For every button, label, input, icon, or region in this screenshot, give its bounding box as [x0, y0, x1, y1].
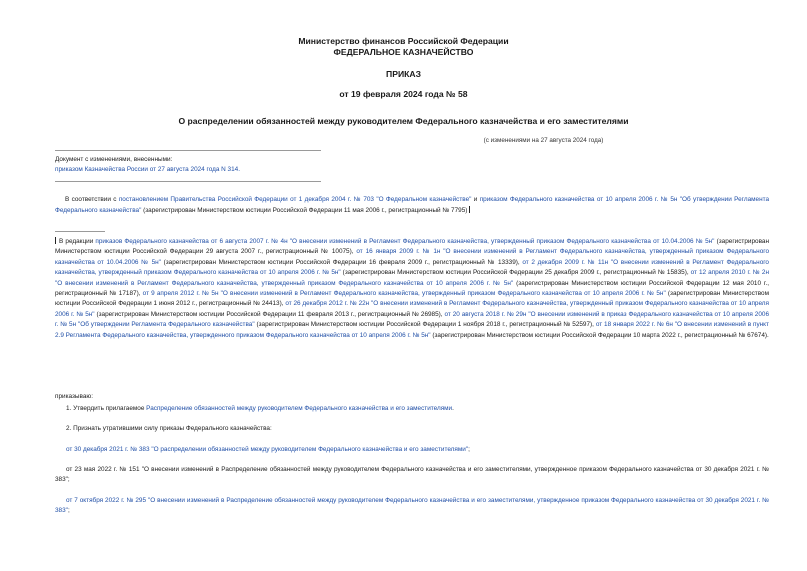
- repealed-order-1-link[interactable]: от 30 декабря 2021 г. № 383 "О распределении обязанностей между руководителем Федерального казначейства и его заместителями": [66, 446, 469, 453]
- repealed-order-3-end: ;: [67, 507, 70, 514]
- revision-note: (с изменениями на 27 августа 2024 года): [483, 137, 604, 144]
- ministry-name: Министерство финансов Российской Федерации: [298, 36, 509, 46]
- footnote-text: (зарегистрирован Министерством юстиции Российской Федерации 16 февраля 2009 г., регистрационный № 13339),: [160, 258, 523, 266]
- footnote-link-2009-dec[interactable]: от 2 декабря 2009 г. № 11н "О внесении изменений в Регламент Федерального казначейства, утвержденный приказом Федерального казначейства от 10 апреля 2006 г. № 5н": [55, 258, 769, 277]
- repealed-order-2: от 23 мая 2022 г. № 151 "О внесении изменений в Распределение обязанностей между руководителем Федерального казначейства и его заместителями, утвержденное приказом Федерального казначейства от 30 декабря 2021 г. № 383";: [55, 466, 769, 483]
- item-2: 2. Признать утратившими силу приказы Федерального казначейства:: [66, 425, 272, 432]
- repealed-order-1: [66, 445, 470, 455]
- repealed-order-3-link[interactable]: от 7 октября 2022 г. № 295 "О внесении изменений в Распределение обязанностей между руководителем Федерального казначейства и его заместителями, утвержденное приказом Федерального казначейства от 30 декабря 2021 г. № 383": [55, 497, 769, 514]
- distribution-link[interactable]: Распределение обязанностей между руководителем Федерального казначейства и его заместителями: [146, 405, 453, 412]
- footnote-link-2010[interactable]: от 12 апреля 2010 г. № 2н "О внесении изменений в Регламент Федерального казначейства, утвержденный приказом Федерального казначейства от 10 апреля 2006 г. № 5н": [55, 269, 769, 287]
- footnote-text: (зарегистрирован Министерством юстиции Российской Федерации 11 февраля 2013 г., регистрационный № 26985),: [94, 310, 445, 318]
- preamble-text: В соответствии с: [65, 196, 119, 203]
- footnote-text: (зарегистрирован Министерством юстиции Российской Федерации 29 августа 2007 г., регистрационный № 10075),: [55, 238, 769, 256]
- amend-box-bottom-rule: [55, 181, 321, 182]
- footnote-text: (зарегистрирован Министерством юстиции Российской Федерации 25 декабря 2009 г., регистрационный № 15835),: [340, 269, 691, 277]
- footnote-link-2012-dec[interactable]: от 26 декабря 2012 г. № 22н "О внесении изменений в Регламент Федерального казначейства, утвержденный приказом Федерального казначейства от 10 апреля 2006 г. № 5н": [55, 300, 769, 318]
- treasury-name: ФЕДЕРАЛЬНОЕ КАЗНАЧЕЙСТВО: [333, 47, 474, 57]
- repealed-order-3: [55, 496, 769, 516]
- item-1-end: .: [452, 405, 454, 412]
- preamble-paragraph: [55, 195, 769, 216]
- government-decree-link[interactable]: постановлением Правительства Российской Федерации от 1 декабря 2004 г. № 703 "О Федеральном казначействе": [118, 196, 472, 203]
- footnote-paragraph: [55, 237, 769, 341]
- footnote-text: (зарегистрирован Министерством юстиции Российской Федерации 10 марта 2022 г., регистрационный № 67674).: [430, 331, 769, 339]
- document-type: ПРИКАЗ: [386, 69, 421, 79]
- amend-box-top-rule: [55, 150, 321, 151]
- footnote-text: (зарегистрирован Министерством юстиции Российской Федерации 1 ноября 2018 г., регистрационный № 52597),: [254, 321, 596, 329]
- item-1: [66, 404, 454, 414]
- footnote-text: (зарегистрирован Министерством юстиции Российской Федерации 12 мая 2010 г., регистрационный № 17187),: [55, 279, 769, 298]
- footnote-link-2018[interactable]: от 20 августа 2018 г. № 29н "О внесении изменений в приказ Федерального казначейства от 10 апреля 2006 г. № 5н "Об утверждении Регламента Федерального казначейства": [55, 310, 770, 329]
- footnote-marker: [55, 237, 56, 244]
- footnote-link-2007[interactable]: приказов Федерального казначейства от 6 августа 2007 г. № 4н "О внесении изменений в Регламент Федерального казначейства, утвержденный приказом Федерального казначейства от 10.04.2006 № 5н": [95, 238, 715, 245]
- footnote-text: (зарегистрирован Министерством юстиции Российской Федерации 1 июня 2012 г., регистрационный № 24413),: [55, 290, 770, 308]
- document-date-number: от 19 февраля 2024 года № 58: [339, 89, 468, 99]
- footnote-rule: [55, 231, 105, 232]
- repealed-order-1-end: ;: [468, 446, 470, 453]
- preamble-text: и: [471, 196, 480, 203]
- preamble-text: (зарегистрирован Министерством юстиции Российской Федерации 11 мая 2006 г., регистрационный № 7795): [141, 206, 468, 214]
- treasury-regulation-link[interactable]: приказом Федерального казначейства от 10 апреля 2006 г. № 5н "Об утверждении Регламента Федерального казначейства": [55, 196, 770, 214]
- amend-box-link[interactable]: приказом Казначейства России от 27 августа 2024 года N 314.: [55, 166, 240, 173]
- footnote-link-2022[interactable]: от 18 января 2022 г. № 6н "О внесении изменений в пункт 2.9 Регламента Федерального казначейства, утвержденного приказом Федерального казначейства от 10 апреля 2006 г. № 5н": [55, 321, 769, 339]
- amend-box-label: Документ с изменениями, внесенными:: [55, 156, 173, 163]
- document-title: О распределении обязанностей между руководителем Федерального казначейства и его заместителями: [178, 116, 629, 126]
- footnote-marker: [469, 206, 470, 213]
- footnote-link-2009-jan[interactable]: от 16 января 2009 г. № 1н "О внесении изменений в Регламент Федерального казначейства, утвержденный приказом Федерального казначейства от 10.04.2006 № 5н": [55, 248, 769, 266]
- footnote-link-2012-apr[interactable]: от 9 апреля 2012 г. № 5н "О внесении изменений в Регламент Федерального казначейства, утвержденный приказом Федерального казначейства от 10 апреля 2006 г. № 5н": [142, 290, 666, 298]
- footnote-text: В редакции: [59, 238, 96, 245]
- orders-label: приказываю:: [55, 393, 93, 400]
- item-1-text: 1. Утвердить прилагаемое: [66, 405, 147, 412]
